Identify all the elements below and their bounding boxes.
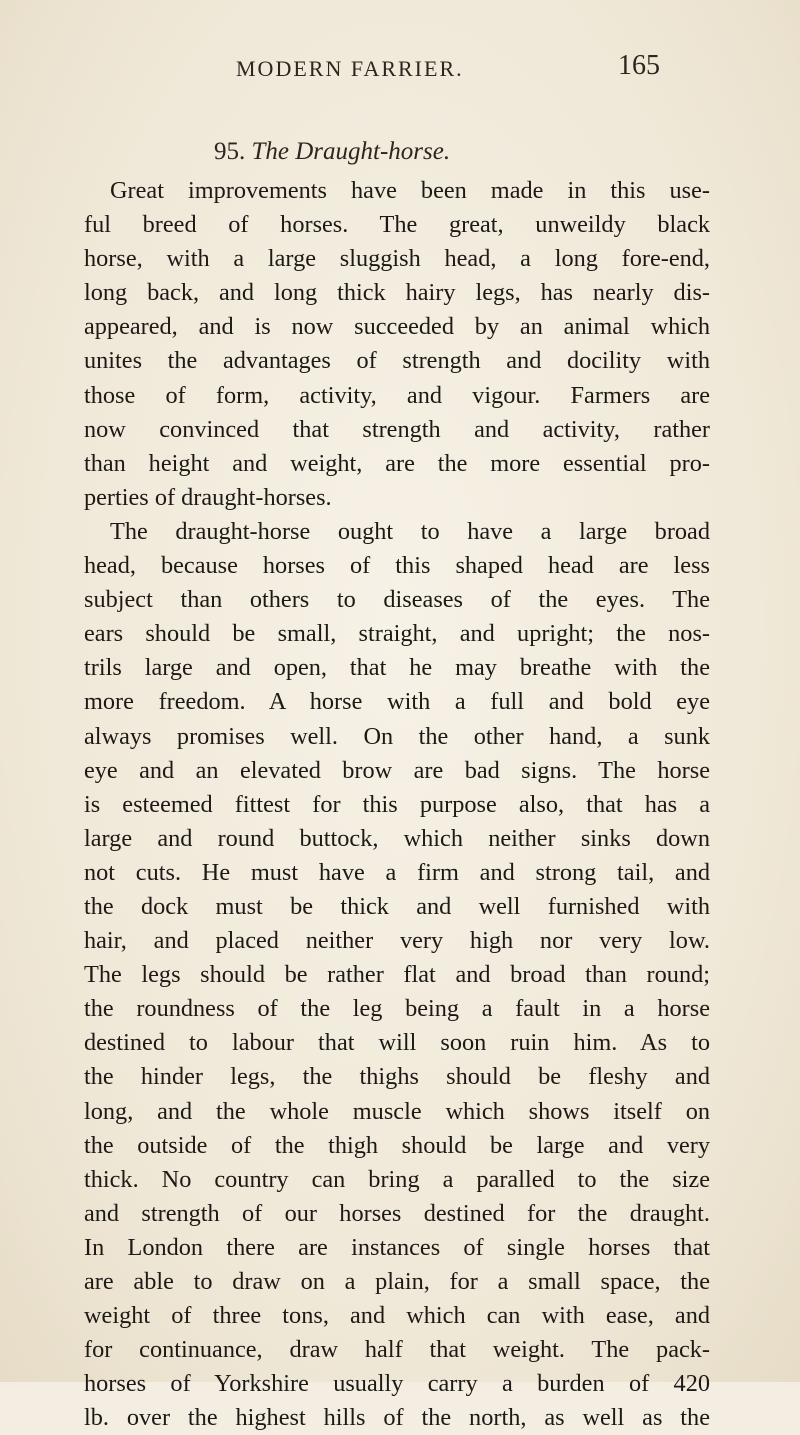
text-line: subject than others to diseases of the eyes. The [84, 586, 710, 614]
text-line: now convinced that strength and activity, rather [84, 415, 710, 443]
text-line: the dock must be thick and well furnished with [84, 892, 710, 920]
text-line: than height and weight, are the more essential pro- [84, 449, 710, 477]
section-title: The Draught-horse. [251, 138, 451, 165]
running-head: MODERN FARRIER. [236, 56, 464, 81]
text-line: trils large and open, that he may breathe with the [84, 654, 710, 682]
text-line: the outside of the thigh should be large and very [84, 1131, 710, 1159]
text-line: long back, and long thick hairy legs, has nearly dis- [84, 279, 710, 307]
text-line: the roundness of the leg being a fault in a horse [84, 995, 710, 1023]
body-text [84, 174, 710, 1435]
text-line: horses of Yorkshire usually carry a burden of 420 [84, 1370, 710, 1398]
text-line: thick. No country can bring a paralled to the size [84, 1165, 710, 1193]
text-line: for continuance, draw half that weight. The pack- [84, 1336, 710, 1364]
text-line: large and round buttock, which neither sinks down [84, 824, 710, 852]
text-line: unites the advantages of strength and docility with [84, 347, 710, 375]
text-line: Great improvements have been made in this use- [110, 177, 710, 204]
text-line: eye and an elevated brow are bad signs. The horse [84, 756, 710, 784]
text-line: lb. over the highest hills of the north, as well as the [84, 1404, 710, 1432]
text-line: The legs should be rather flat and broad than round; [84, 961, 710, 989]
text-line: ears should be small, straight, and upright; the nos- [84, 620, 710, 648]
text-line: not cuts. He must have a firm and strong tail, and [84, 858, 710, 886]
text-line: more freedom. A horse with a full and bold eye [84, 688, 710, 716]
text-line: hair, and placed neither very high nor very low. [84, 927, 710, 955]
text-line: the hinder legs, the thighs should be fleshy and [84, 1063, 710, 1091]
text-line: In London there are instances of single horses that [84, 1233, 710, 1261]
text-line: perties of draught-horses. [84, 483, 332, 511]
text-line: head, because horses of this shaped head are less [84, 552, 710, 580]
text-line: and strength of our horses destined for the draught. [84, 1199, 710, 1227]
text-line: horse, with a large sluggish head, a long fore-end, [84, 245, 710, 273]
section-number: 95. [214, 138, 246, 165]
section-heading [214, 138, 450, 166]
text-line: always promises well. On the other hand, a sunk [84, 722, 710, 750]
text-line: long, and the whole muscle which shows itself on [84, 1097, 710, 1125]
text-line: The draught-horse ought to have a large broad [110, 517, 710, 545]
text-line: ful breed of horses. The great, unweildy black [84, 211, 710, 239]
text-line: those of form, activity, and vigour. Farmers are [84, 381, 710, 409]
text-line: destined to labour that will soon ruin him. As to [84, 1029, 710, 1057]
text-line: weight of three tons, and which can with ease, and [84, 1302, 710, 1330]
text-line: are able to draw on a plain, for a small space, the [84, 1268, 710, 1295]
page-number: 165 [618, 50, 660, 81]
text-line: is esteemed fittest for this purpose also, that has a [84, 790, 710, 818]
text-line: appeared, and is now succeeded by an animal which [84, 313, 710, 341]
